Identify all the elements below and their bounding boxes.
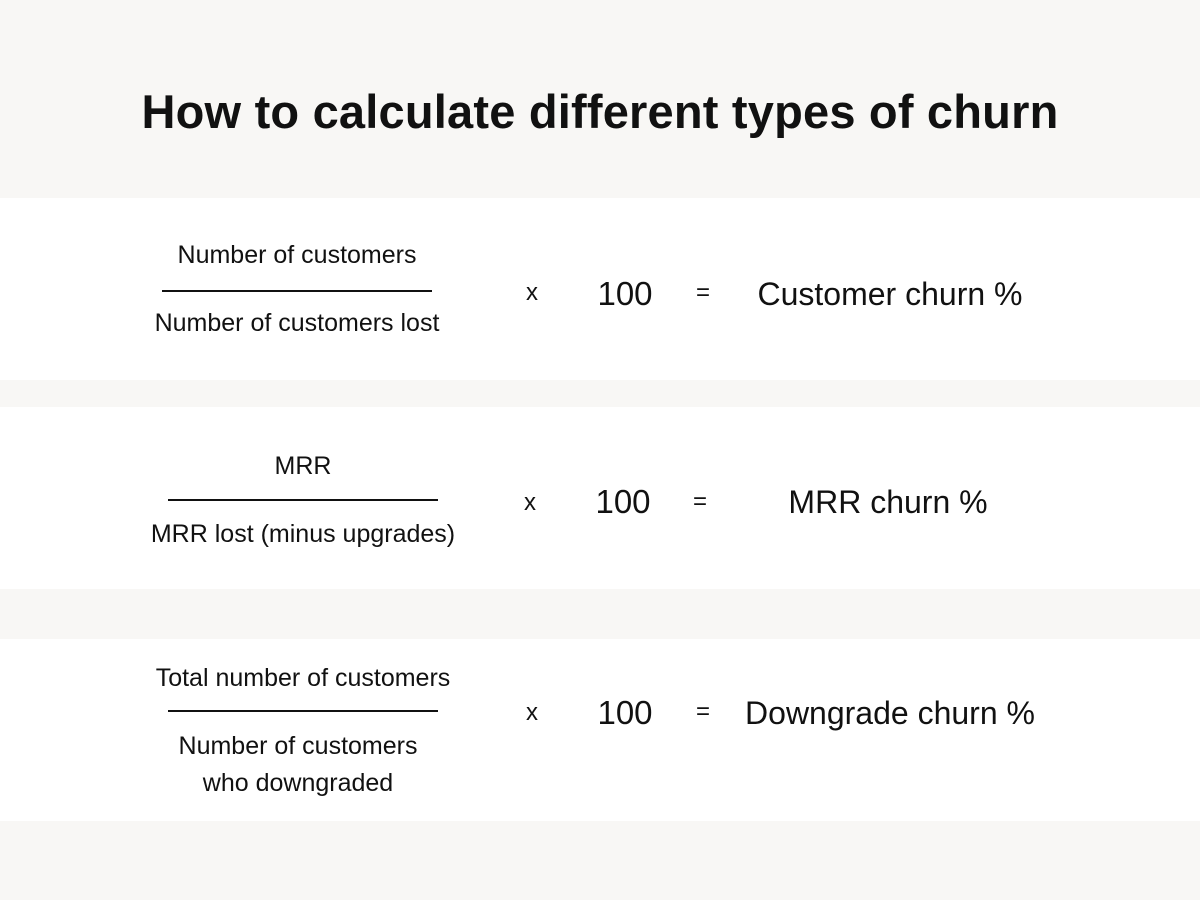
fraction [117,198,477,380]
equals-sign: = [692,488,707,515]
fraction-bar [168,499,438,501]
factor-value: 100 [595,483,651,520]
factor-value: 100 [597,694,653,731]
formula-row-mrr-churn [0,407,1200,589]
multiply-sign: x [526,279,538,306]
fraction-bar [168,710,438,712]
denominator-line-2: who downgraded [202,769,394,797]
numerator: MRR [274,452,332,480]
fraction [118,407,488,589]
fraction-bar [162,290,432,292]
formula-row-customer-churn [0,198,1200,380]
numerator: Number of customers [177,241,417,269]
formula-row-downgrade-churn [0,639,1200,821]
multiply-sign: x [524,489,536,516]
multiply-sign: x [526,699,538,726]
equals-sign: = [695,279,710,306]
factor-value: 100 [597,275,653,312]
denominator-line-1: Number of customers [178,732,418,760]
result-label: Downgrade churn % [745,695,1035,731]
page-title: How to calculate different types of churn [141,85,1059,138]
equals-sign: = [695,698,710,725]
numerator: Total number of customers [155,664,451,692]
denominator: Number of customers lost [154,309,440,337]
result-label: Customer churn % [757,276,1023,312]
fraction [118,639,488,821]
denominator: MRR lost (minus upgrades) [150,520,456,548]
result-label: MRR churn % [788,484,988,520]
